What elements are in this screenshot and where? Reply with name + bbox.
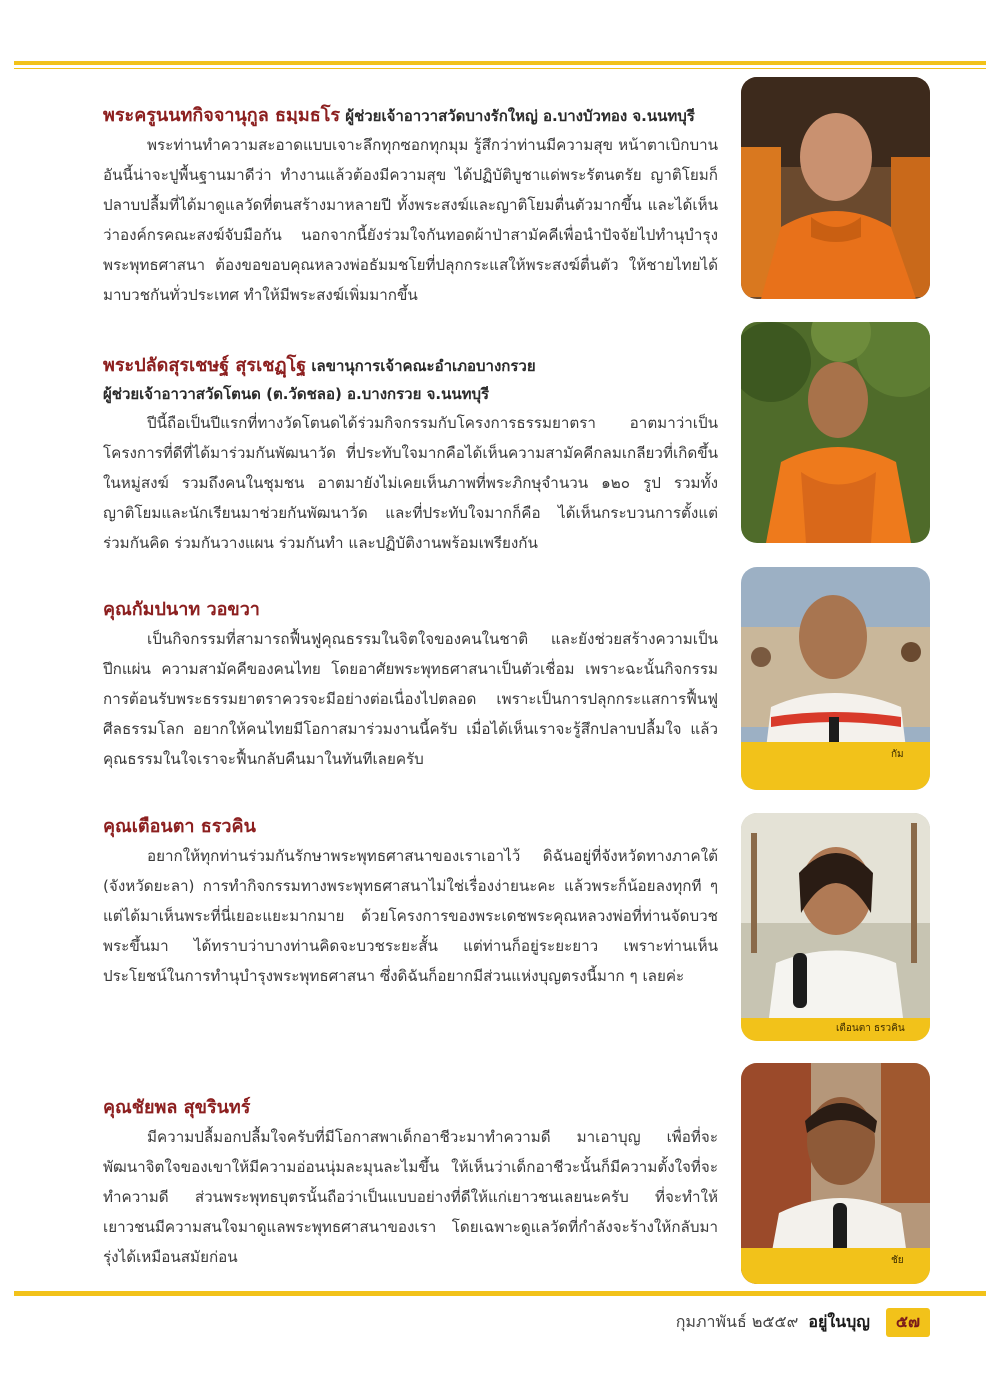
testimony-section-3 [103,596,718,774]
speaker-photo-monk-2 [741,322,930,543]
speaker-name: คุณเตือนตา ธรวคิน [103,816,256,837]
speaker-heading [103,102,718,130]
bottom-divider [14,1288,986,1296]
speaker-name: คุณชัยพล สุขรินทร์ [103,1097,251,1118]
speaker-role-secondary: ผู้ช่วยเจ้าอาวาสวัดโตนด (ต.วัดชลอ) อ.บางกรวย จ.นนทบุรี [103,385,490,403]
testimony-section-2 [103,352,718,558]
top-divider [14,61,986,69]
photo-caption: ชัย [891,1255,904,1266]
testimony-text: เป็นกิจกรรมที่สามารถฟื้นฟูคุณธรรมในจิตใจของคนในชาติ และยังช่วยสร้างความเป็นปึกแผ่น ความสามัคคีของคนไทย โดยอาศัยพระพุทธศาสนาเป็นตัวเชื่อม เพราะฉะนั้นกิจกรรมการต้อนรับพระธรรมยาตราควรจะมีอย่างต่อเนื่องไปตลอด เพราะเป็นการปลุกกระแสการฟื้นฟูศีลธรรมโลก อยากให้คนไทยมีโอกาสมาร่วมงานนี้ครับ เมื่อได้เห็นเราจะรู้สึกปลาบปลื้มใจ แล้วคุณธรรมในใจเราจะฟื้นกลับคืนมาในทันทีเลยครับ [103,630,718,768]
speaker-heading [103,813,718,841]
testimony-text: มีความปลื้มอกปลื้มใจครับที่มีโอกาสพาเด็กอาชีวะมาทำความดี มาเอาบุญ เพื่อที่จะพัฒนาจิตใจของเขาให้มีความอ่อนนุ่มละมุนละไมขึ้น ให้เห็นว่าเด็กอาชีวะนั้นก็มีความตั้งใจที่จะทำความดี ส่วนพระพุทธบุตรนั้นถือว่าเป็นแบบอย่างที่ดีให้แก่เยาวชนเลยนะครับ ที่จะทำให้เยาวชนมีความสนใจมาดูแลพระพุทธศาสนาของเรา โดยเฉพาะดูแลวัดที่กำลังจะร้างให้กลับมารุ่งได้เหมือนสมัยก่อน [103,1128,718,1266]
speaker-name: คุณกัมปนาท วอขวา [103,599,260,620]
testimony-section-5 [103,1094,718,1272]
magazine-title: อยู่ในบุญ [808,1312,870,1331]
speaker-photo-4 [741,813,930,1041]
speaker-heading [103,1094,718,1122]
issue-date: กุมภาพันธ์ ๒๕๕๙ [675,1312,799,1331]
speaker-heading [103,596,718,624]
page-footer [676,1308,930,1337]
speaker-photo-5 [741,1063,930,1284]
testimony-text: ปีนี้ถือเป็นปีแรกที่ทางวัดโตนดได้ร่วมกิจกรรมกับโครงการธรรมยาตรา อาตมาว่าเป็นโครงการที่ดีที่ได้มาร่วมกันพัฒนาวัด ที่ประทับใจมากคือได้เห็นความสามัคคีกลมเกลียวที่เกิดขึ้นในหมู่สงฆ์ รวมถึงคนในชุมชน อาตมายังไม่เคยเห็นภาพที่พระภิกษุจำนวน ๑๒๐ รูป รวมทั้งญาติโยมและนักเรียนมาช่วยกันพัฒนาวัด และที่ประทับใจมากก็คือ ได้เห็นกระบวนการตั้งแต่ร่วมกันคิด ร่วมกันวางแผน ร่วมกันทำ และปฏิบัติงานพร้อมเพรียงกัน [103,414,718,552]
speaker-name: พระครูนนทกิจจานุกูล ธมฺมธโร [103,105,341,126]
photo-caption: กัม [891,749,904,760]
testimony-text: อยากให้ทุกท่านร่วมกันรักษาพระพุทธศาสนาของเราเอาไว้ ดิฉันอยู่ที่จังหวัดทางภาคใต้ (จังหวัดยะลา) การทำกิจกรรมทางพระพุทธศาสนาไม่ใช่เรื่องง่ายนะคะ แล้วพระก็น้อยลงทุกที ๆ แต่ได้มาเห็นพระที่นี่เยอะแยะมากมาย ด้วยโครงการของพระเดชพระคุณหลวงพ่อที่ท่านจัดบวชพระขึ้นมา ได้ทราบว่าบางท่านคิดจะบวชระยะสั้น แต่ท่านก็อยู่ระยะยาว เพราะท่านเห็นประโยชน์ในการทำนุบำรุงพระพุทธศาสนา ซึ่งดิฉันก็อยากมีส่วนแห่งบุญตรงนี้มาก ๆ เลยค่ะ [103,847,718,985]
speaker-role: เลขานุการเจ้าคณะอำเภอบางกรวย [311,357,536,375]
speaker-photo-3 [741,567,930,790]
speaker-heading [103,352,718,380]
speaker-name: พระปลัดสุรเชษฐ์ สุรเชฏฺโฐ [103,355,307,376]
speaker-photo-monk-1 [741,77,930,299]
speaker-role: ผู้ช่วยเจ้าอาวาสวัดบางรักใหญ่ อ.บางบัวทอง จ.นนทบุรี [345,107,695,125]
testimony-section-1 [103,102,718,310]
testimony-text: พระท่านทำความสะอาดแบบเจาะลึกทุกซอกทุกมุม รู้สึกว่าท่านมีความสุข หน้าตาเบิกบาน อันนี้น่าจะปูพื้นฐานมาดีว่า ทำงานแล้วต้องมีความสุข ได้ปฏิบัติบูชาแด่พระรัตนตรัย ญาติโยมก็ปลาบปลื้มที่ได้มาดูแลวัดที่ตนสร้างมาหลายปี ทั้งพระสงฆ์และญาติโยมตื่นตัวมากขึ้น และได้เห็นว่าองค์กรคณะสงฆ์จับมือกัน นอกจากนี้ยังร่วมใจกันทอดผ้าป่าสามัคคีเพื่อนำปัจจัยไปทำนุบำรุงพระพุทธศาสนา ต้องขอขอบคุณหลวงพ่อธัมมชโยที่ปลุกกระแสให้พระสงฆ์ตื่นตัว ให้ชายไทยได้มาบวชกันทั่วประเทศ ทำให้มีพระสงฆ์เพิ่มมากขึ้น [103,136,718,304]
photo-caption: เตือนตา ธรวคิน [836,1023,905,1034]
testimony-section-4 [103,813,718,991]
page-number: ๕๗ [886,1308,930,1337]
